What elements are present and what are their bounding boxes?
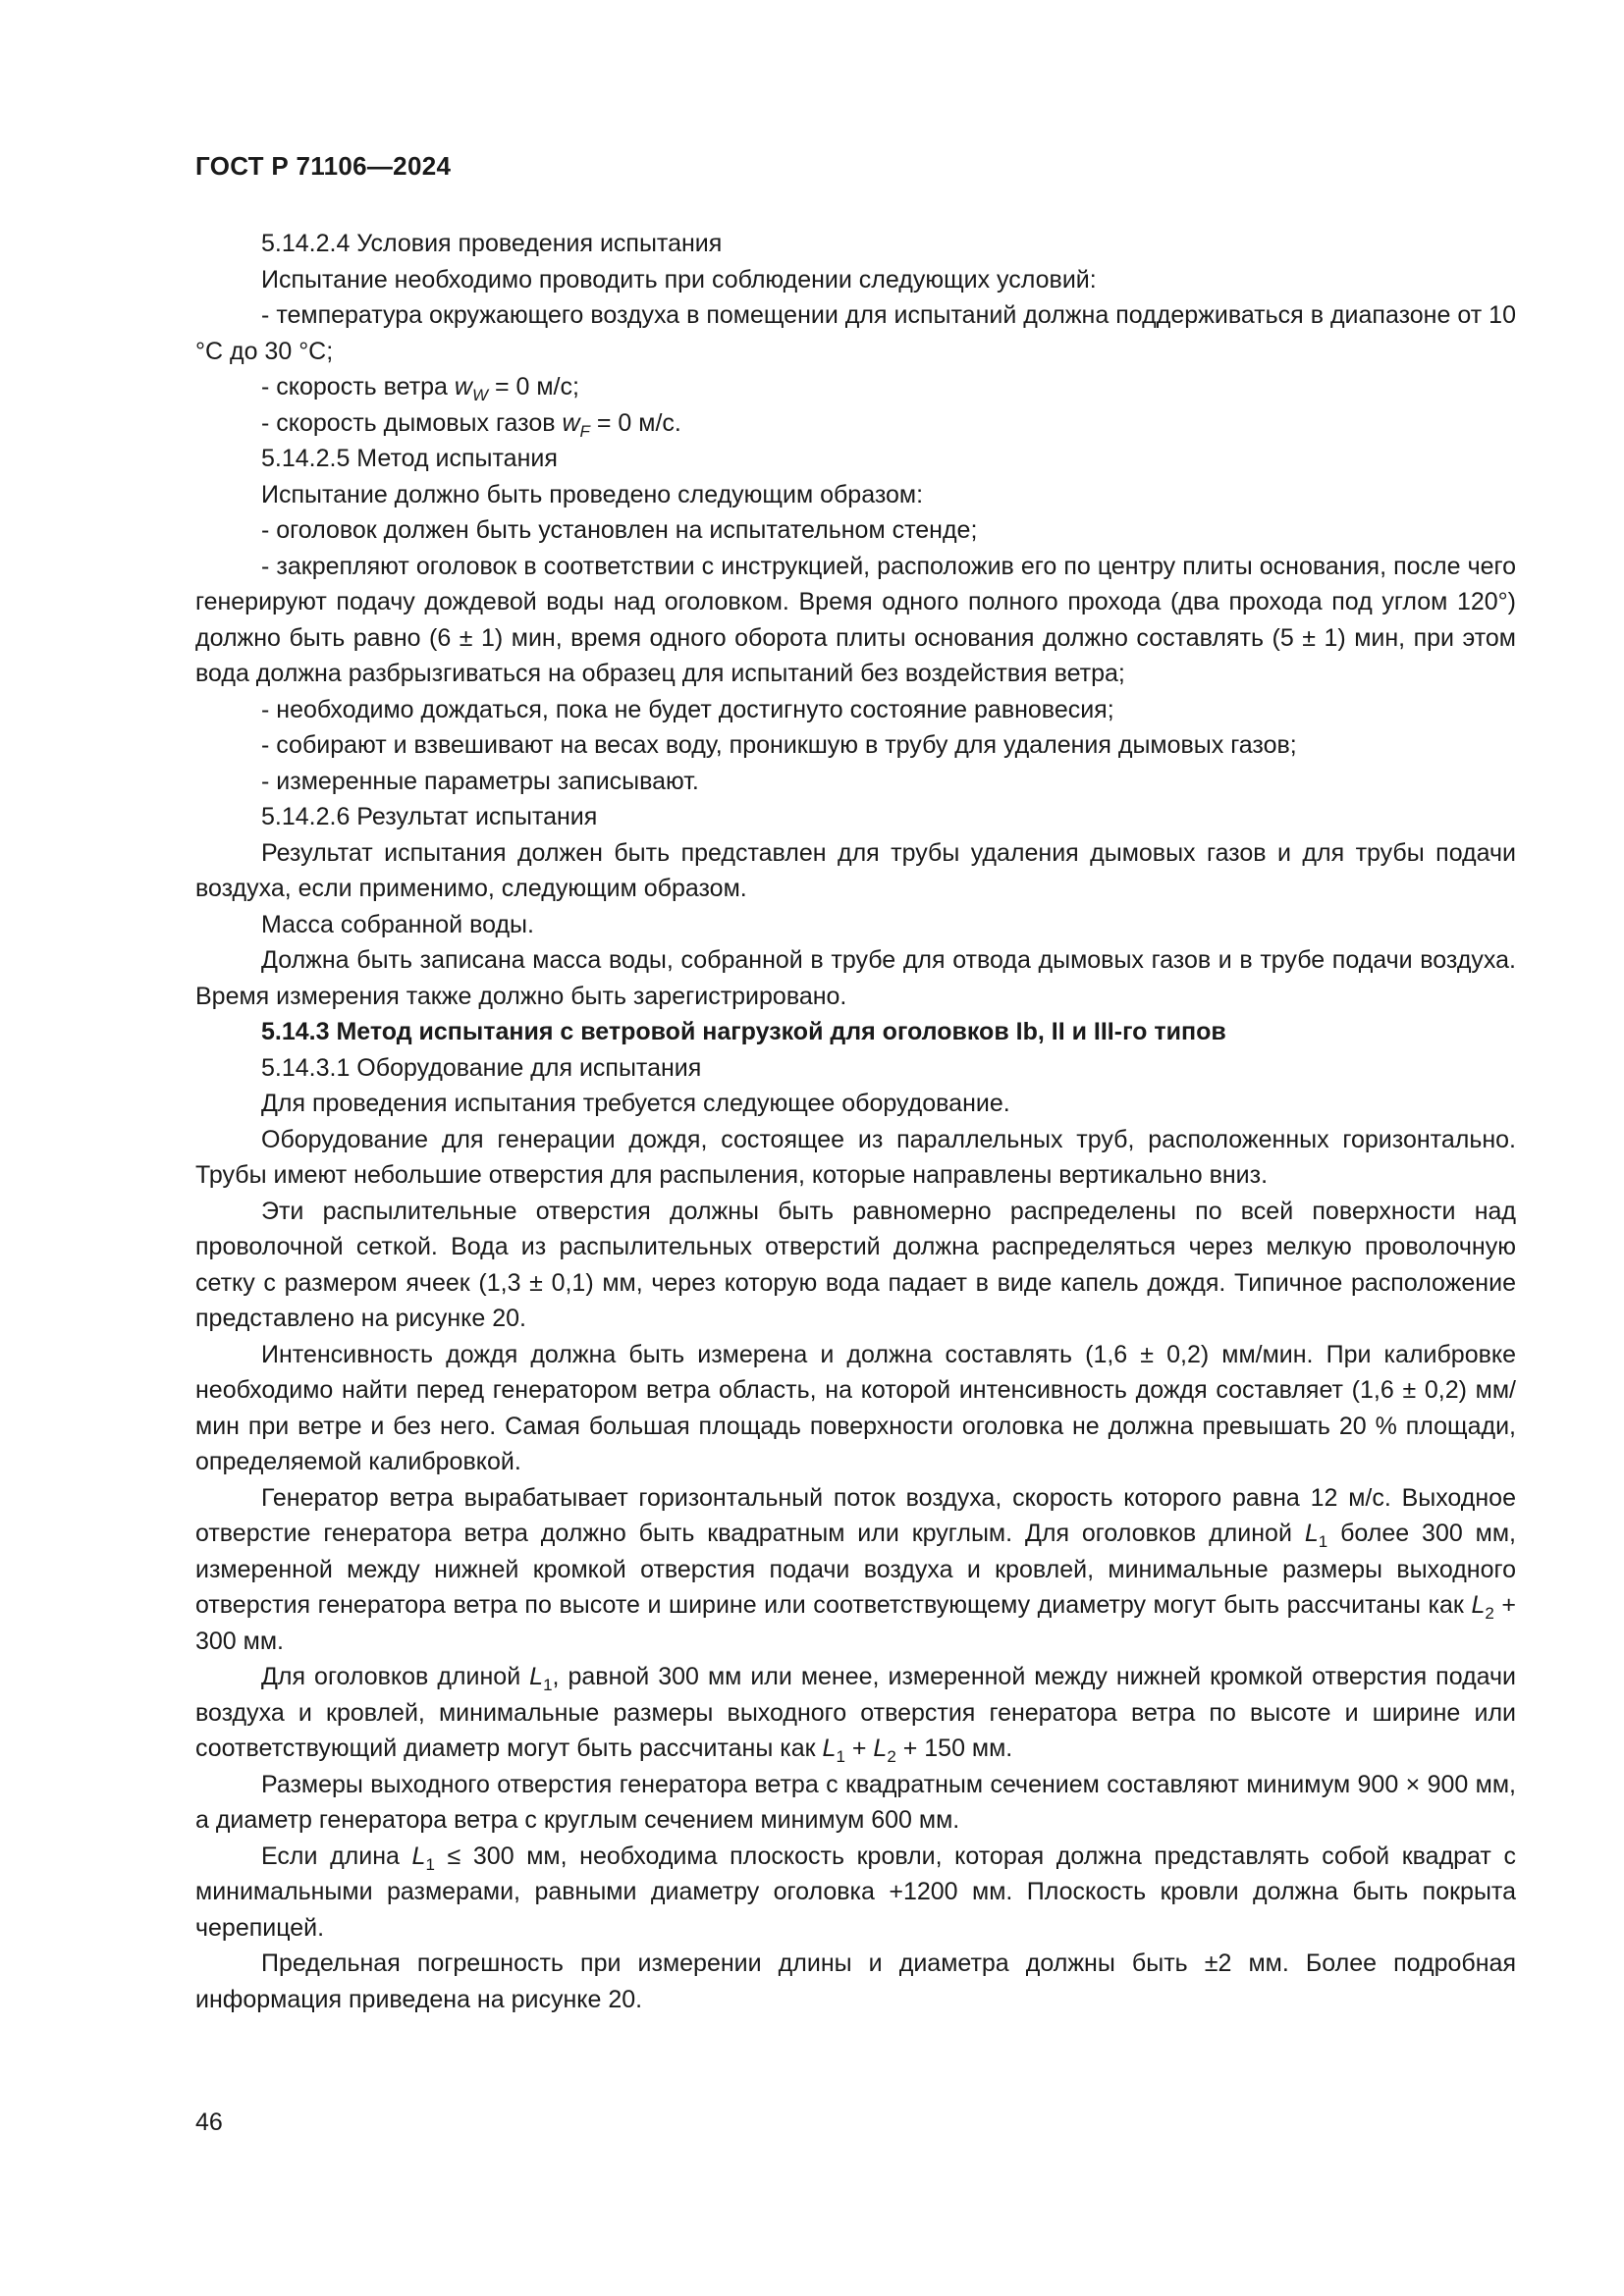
document-header: ГОСТ Р 71106—2024 (195, 151, 452, 181)
list-item: - скорость ветра $w_W = 0$ м/с; (261, 373, 579, 404)
list-item: - скорость дымовых газов $w_F = 0$ м/с. (261, 408, 681, 441)
paragraph: Должна быть записана масса воды, собранной в трубе для отвода дымовых газов и в трубе подачи воздуха. Время измерения также должно быть зарегистрировано. (195, 946, 1516, 1010)
document-body (195, 226, 1516, 2017)
paragraph: Испытание необходимо проводить при соблюдении следующих условий: (261, 265, 1097, 294)
paragraph: Интенсивность дождя должна быть измерена и должна составлять (1,6 ± 0,2) мм/мин. При калибровке необходимо найти перед генератором ветра область, на которой интенсивность дождя составляет (1,6 ± 0,2) мм/мин при ветре и без него. Самая большая площадь поверхности оголовка не должна превышать 20 % площади, определяемой калибровкой. (195, 1340, 1516, 1475)
paragraph: Испытание должно быть проведено следующим образом: (261, 480, 924, 508)
paragraph: Для проведения испытания требуется следующее оборудование. (261, 1090, 1010, 1117)
paragraph: Оборудование для генерации дождя, состоящее из параллельных труб, расположенных горизонтально. Трубы имеют небольшие отверстия для распыления, которые направлены вертикально вниз. (195, 1125, 1516, 1189)
list-item: - температура окружающего воздуха в помещении для испытаний должна поддерживаться в диапазоне от 10 °С до 30 °С; (195, 301, 1516, 365)
page-number: 46 (195, 2109, 223, 2136)
paragraph: Результат испытания должен быть представлен для трубы удаления дымовых газов и для трубы подачи воздуха, если применимо, следующим образом. (195, 838, 1516, 902)
list-item: - собирают и взвешивают на весах воду, проникшую в трубу для удаления дымовых газов; (261, 731, 1297, 759)
list-item: - необходимо дождаться, пока не будет достигнуто состояние равновесия; (261, 695, 1114, 723)
section-heading: 5.14.2.6 Результат испытания (261, 803, 598, 830)
section-heading: 5.14.3.1 Оборудование для испытания (261, 1053, 702, 1082)
paragraph: Для оголовков длиной $L_1$, равной 300 мм или менее, измеренной между нижней кромкой отверстия подачи воздуха и кровлей, минимальные размеры выходного отверстия генератора ветра по высоте и ширине или соответствующий диаметр могут быть рассчитаны как $L_1 + L_2 + 150$ мм. (195, 1663, 1516, 1766)
paragraph: Генератор ветра вырабатывает горизонтальный поток воздуха, скорость которого равна 12 м/с. Выходное отверстие генератора ветра должно быть квадратным или круглым. Для оголовков длиной $L_1$ более 300 мм, измеренной между нижней кромкой отверстия подачи воздуха и кровлей, минимальные размеры выходного отверстия генератора ветра по высоте и ширине или соответствующему диаметру могут быть рассчитаны как $L_2 + 300$ мм. (195, 1483, 1516, 1655)
section-heading: 5.14.2.5 Метод испытания (261, 445, 558, 472)
paragraph: Если длина $L_1 \le 300$ мм, необходима плоскость кровли, которая должна представлять собой квадрат с минимальными размерами, равными диаметру оголовка +1200 мм. Плоскость кровли должна быть покрыта черепицей. (195, 1842, 1517, 1942)
section-heading: 5.14.2.4 Условия проведения испытания (261, 230, 723, 257)
paragraph: Масса собранной воды. (261, 910, 534, 938)
list-item: - оголовок должен быть установлен на испытательном стенде; (261, 516, 978, 544)
paragraph: Размеры выходного отверстия генератора ветра с квадратным сечением составляют минимум 900 × 900 мм, а диаметр генератора ветра с круглым сечением минимум 600 мм. (195, 1770, 1516, 1834)
paragraph: Предельная погрешность при измерении длины и диаметра должны быть ±2 мм. Более подробная информация приведена на рисунке 20. (195, 1949, 1516, 2013)
list-item: - измеренные параметры записывают. (261, 767, 699, 795)
paragraph: Эти распылительные отверстия должны быть равномерно распределены по всей поверхности над проволочной сеткой. Вода из распылительных отверстий должна распределяться через мелкую проволочную сетку с размером ячеек (1,3 ± 0,1) мм, через которую вода падает в виде капель дождя. Типичное расположение представлено на рисунке 20. (195, 1197, 1516, 1332)
section-heading-bold: 5.14.3 Метод испытания с ветровой нагрузкой для оголовков Ib, II и III-го типов (261, 1018, 1226, 1045)
list-item: - закрепляют оголовок в соответствии с инструкцией, расположив его по центру плиты основания, после чего генерируют подачу дождевой воды над оголовком. Время одного полного прохода (два прохода под углом 120°) должно быть равно (6 ± 1) мин, время одного оборота плиты основания должно составлять (5 ± 1) мин, при этом вода должна разбрызгиваться на образец для испытаний без воздействия ветра; (195, 552, 1516, 687)
